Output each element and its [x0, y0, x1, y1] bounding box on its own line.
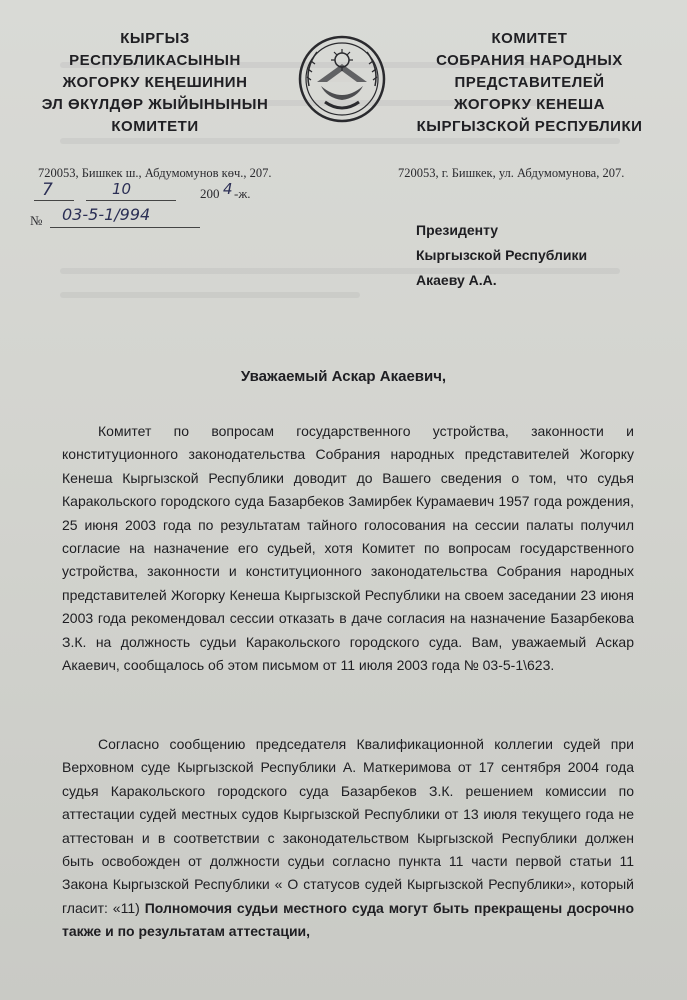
date-day-underline — [34, 200, 74, 201]
header-russian — [392, 28, 667, 138]
state-emblem-icon — [297, 34, 387, 124]
date-day: 7 — [42, 180, 53, 200]
recipient-block — [416, 218, 587, 293]
show-through-mark — [60, 292, 360, 298]
header-left-line: КОМИТЕТИ — [111, 118, 199, 135]
header-right-line: КОМИТЕТ — [491, 30, 568, 47]
header-right-line: СОБРАНИЯ НАРОДНЫХ — [436, 52, 623, 69]
body-paragraph — [62, 420, 634, 677]
registration-number — [28, 207, 288, 233]
header-left-line: ЭЛ ӨКҮЛДӨР ЖЫЙЫНЫНЫН — [41, 96, 269, 113]
header-left-line: ЖОГОРКУ КЕҢЕШИНИН — [62, 74, 248, 91]
paragraph-text: Согласно сообщению председателя Квалификационной коллегии судей при Верховном суде Кыргызской Республики А. Маткеримова от 17 сентября 2004 года судья Каракольского городского суда Базарбеков З.К. решением комиссии по аттестации судей местных судов Кыргызской Республики от 13 июля текущего года не аттестован и в соответствии с законодательством Кыргызской Республики должен быть освобожден от должности судьи согласно пункта 11 части первой статьи 11 Закона Кыргызской Республики « О статусов судей Кыргызской Республики», который гласит: «11) — [62, 736, 634, 916]
salutation: Уважаемый Аскар Акаевич, — [240, 368, 447, 385]
number-handwritten: 03-5-1/994 — [62, 205, 151, 224]
recipient-line: Президенту — [416, 222, 499, 238]
recipient-line: Акаеву А.А. — [416, 272, 497, 288]
body-paragraph — [62, 733, 634, 944]
header-right-line: КЫРГЫЗСКОЙ РЕСПУБЛИКИ — [416, 118, 643, 135]
date-month-underline — [86, 200, 176, 201]
number-prefix: № — [30, 213, 43, 228]
header-kyrgyz — [20, 28, 290, 138]
number-underline — [50, 227, 200, 228]
header-right-line: ЖОГОРКУ КЕНЕША — [454, 96, 605, 113]
show-through-mark — [60, 138, 620, 144]
header-right-line: ПРЕДСТАВИТЕЛЕЙ — [454, 74, 605, 91]
date-year-handwritten: 4 — [223, 180, 233, 198]
paragraph-text: Комитет по вопросам государственного устройства, законности и конституционного законодательства Собрания народных представителей Жогорку Кенеша Кыргызской Республики доводит до Вашего сведения о том, что судья Каракольского городского суда Базарбеков Замирбек Курамаевич 1957 года рождения, 25 июня 2003 года по результатам тайного голосования на сессии палаты получил согласие на назначение его судьей, хотя Комитет по вопросам государственного устройства, законности и конституционного законодательства Собрания народных представителей Жогорку Кенеша Кыргызской Республики на своем заседании 23 июня 2003 года рекомендовал сессии отказать в даче согласия на назначение Базарбекова З.К. на должность судьи Каракольского городского суда. Вам, уважаемый Аскар Акаевич, сообщалось об этом письмом от 11 июля 2003 года № 03-5-1\623. — [62, 423, 634, 674]
registration-date — [28, 180, 288, 206]
address-russian: 720053, г. Бишкек, ул. Абдумомунова, 207. — [398, 166, 625, 180]
date-month: 10 — [112, 180, 132, 198]
paragraph-bold-quote: Полномочия судьи местного суда могут быть прекращены досрочно также и по результатам аттестации, — [62, 899, 635, 940]
date-year-suffix: -ж. — [234, 186, 251, 201]
address-kyrgyz: 720053, Бишкек ш., Абдумомунов көч., 207. — [38, 166, 272, 180]
header-left-line: КЫРГЫЗ — [120, 30, 190, 47]
date-year-prefix: 200 — [200, 186, 220, 201]
header-left-line: РЕСПУБЛИКАСЫНЫН — [69, 52, 241, 69]
recipient-line: Кыргызской Республики — [416, 247, 588, 263]
